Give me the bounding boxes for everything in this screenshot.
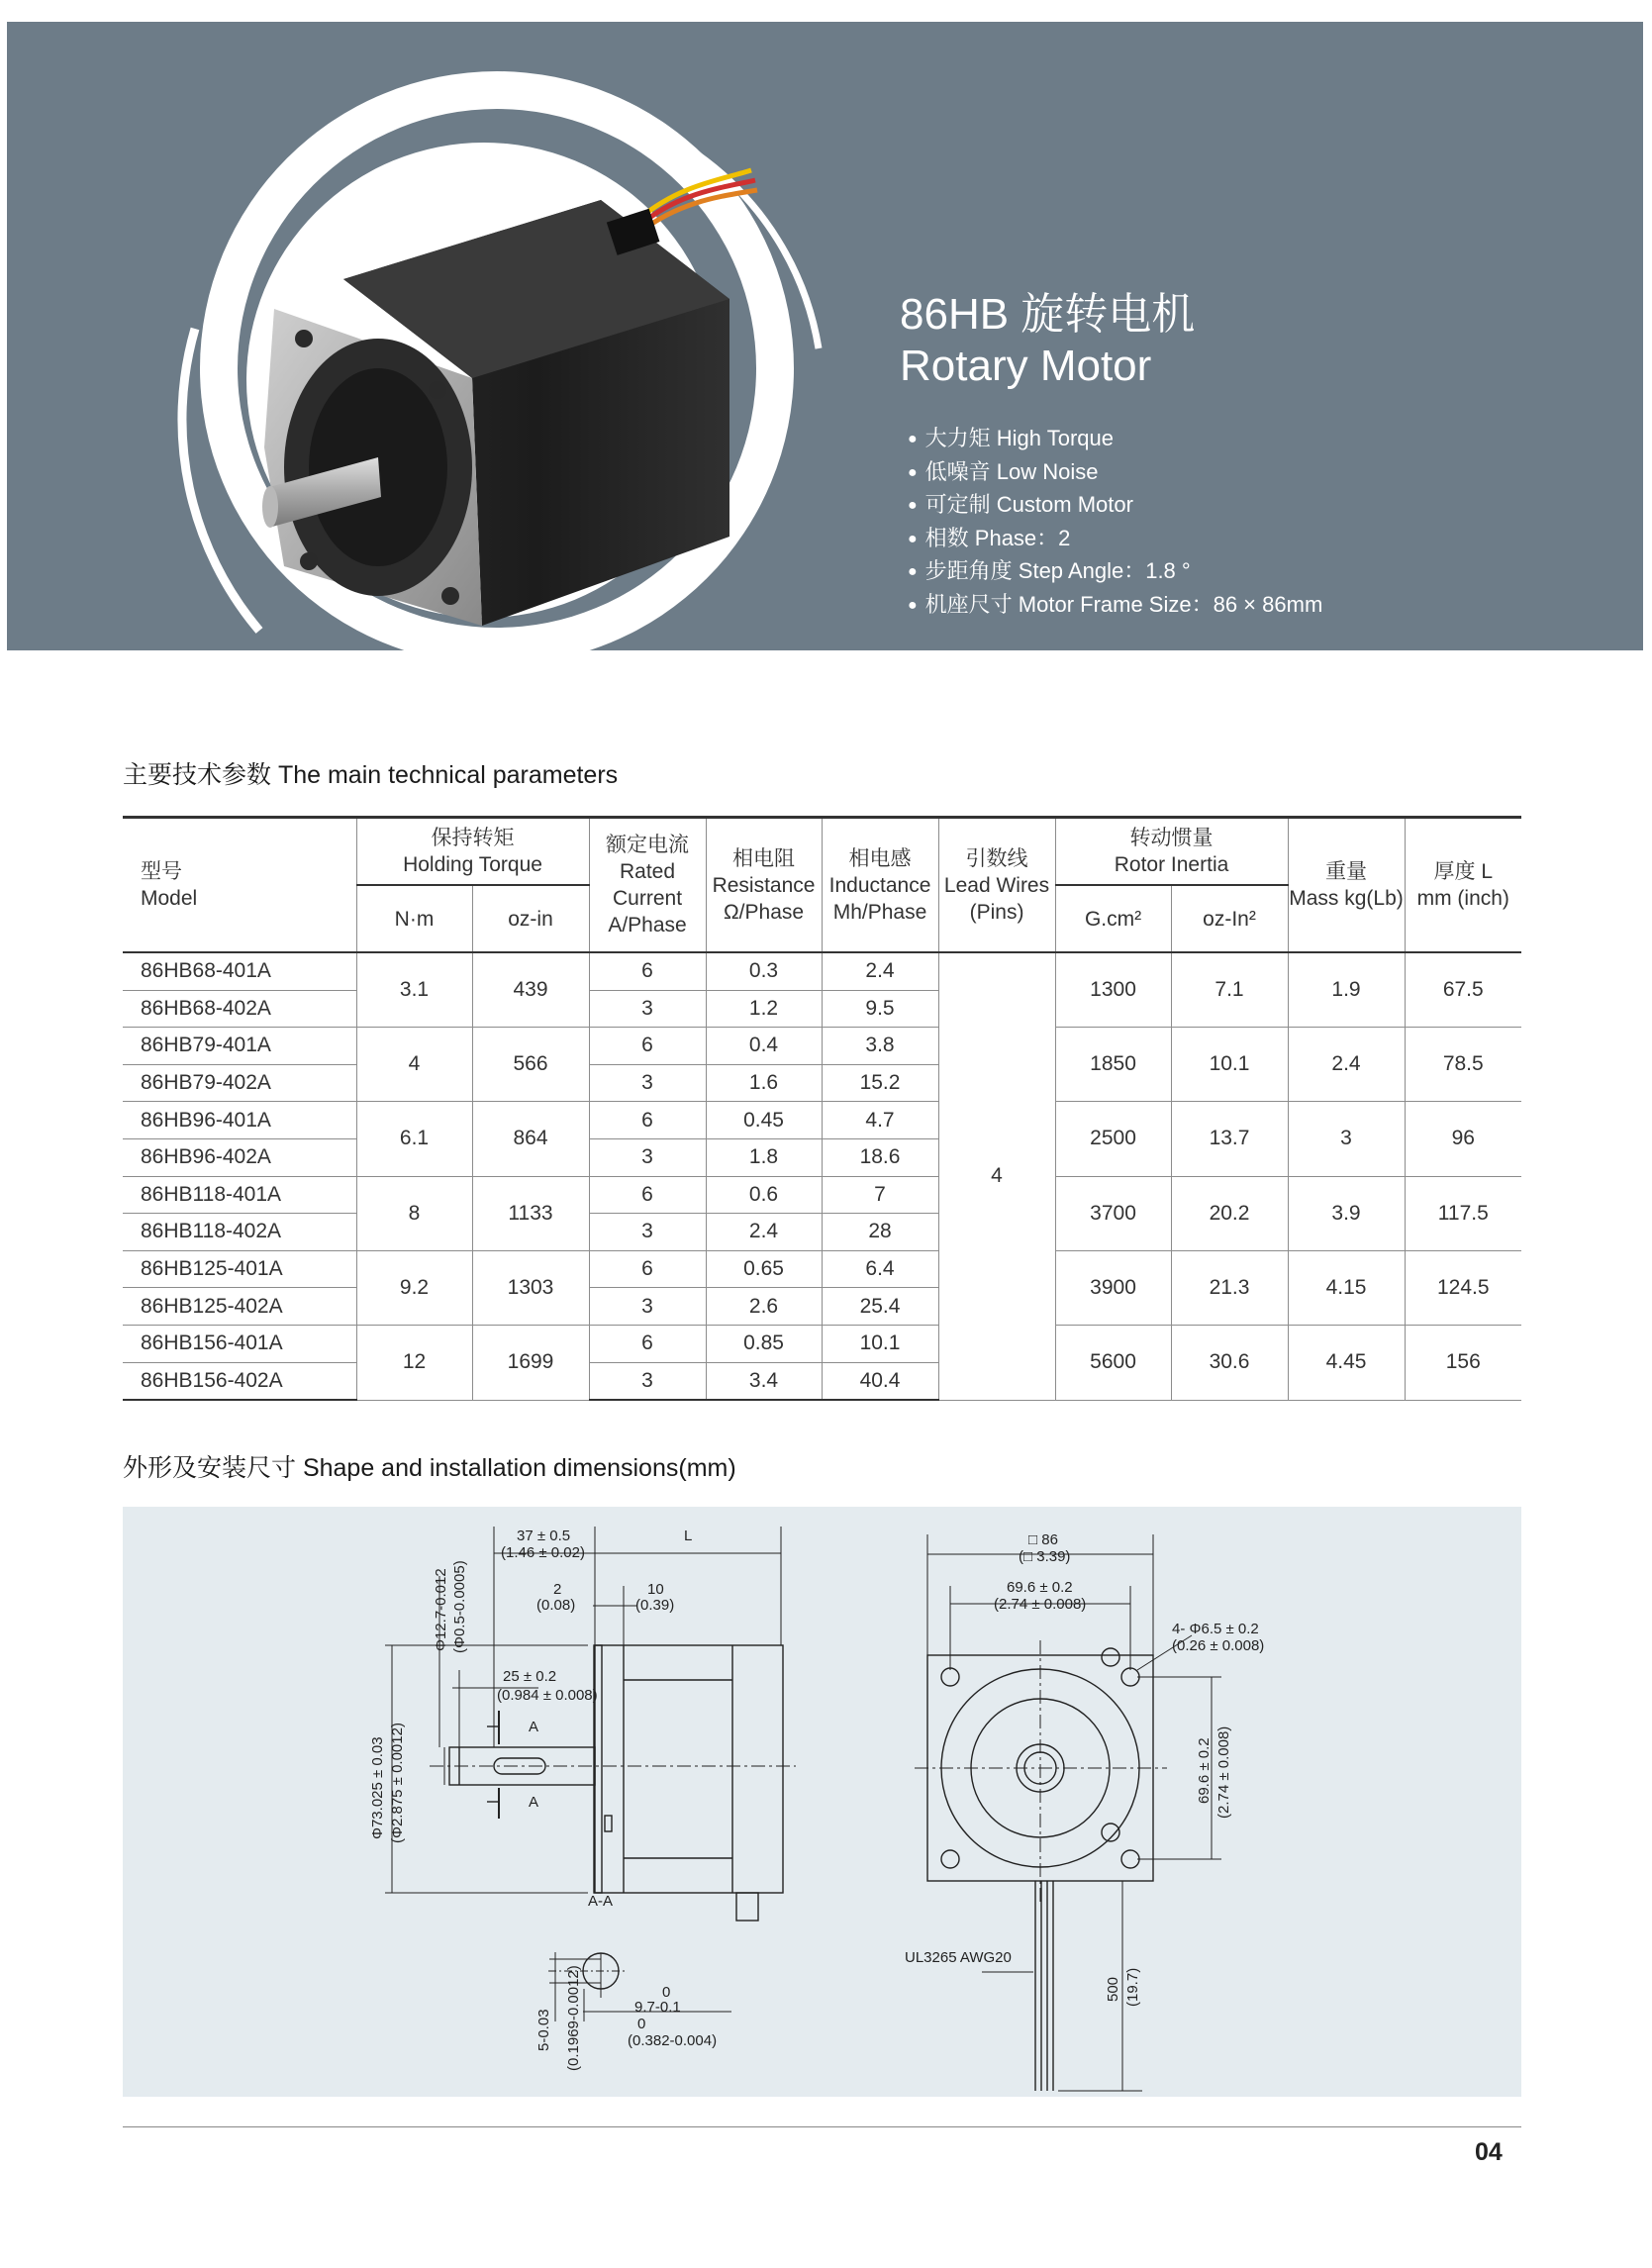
header-gcm2: G.cm² [1055,885,1171,952]
dim-label: (1.46 ± 0.02) [501,1544,585,1561]
dim-label: 0 [662,1984,671,2001]
title-en: Rotary Motor [900,342,1152,390]
table-row: 86HB79-402A 3 1.6 15.2 [123,1064,1521,1102]
table-row: 86HB125-401A 9.2 1303 6 0.65 6.4 3900 21.3 4.15 124.5 [123,1250,1521,1288]
dim-label: (0.1969-0.0012) [565,1965,582,2071]
header-rotor-inertia: 转动惯量 Rotor Inertia [1055,818,1288,886]
dim-label: 10 [647,1581,664,1598]
header-nm: N·m [356,885,472,952]
table-row: 86HB68-402A 3 1.2 9.5 [123,990,1521,1028]
dim-label: 0 [637,2016,646,2032]
dim-label: A [529,1719,539,1735]
feature-item: ● 相数 Phase：2 [908,524,1322,557]
dim-label: (0.984 ± 0.008) [497,1687,598,1704]
hero-banner [7,22,1643,650]
header-holding-torque: 保持转矩 Holding Torque [356,818,589,886]
table-row: 86HB125-402A 3 2.6 25.4 [123,1288,1521,1326]
motor-photo [7,22,1643,650]
dim-label: (2.74 ± 0.008) [1215,1726,1232,1819]
dim-label: 69.6 ± 0.2 [1007,1579,1073,1596]
spec-table [123,816,1521,1401]
dim-label: 25 ± 0.2 [503,1668,557,1685]
header-lead-wires: 引数线 Lead Wires (Pins) [938,818,1055,953]
page-number: 04 [1475,2138,1503,2166]
dim-label: (19.7) [1124,1967,1141,2007]
dim-label: L [684,1528,693,1544]
feature-item: ● 步距角度 Step Angle：1.8 ° [908,556,1322,590]
header-model: 型号 Model [123,818,356,953]
dim-label: Φ73.025 ± 0.03 [369,1736,386,1839]
header-resistance: 相电阻 Resistance Ω/Phase [706,818,822,953]
dim-label: □ 86 [1028,1531,1058,1548]
table-row: 86HB68-401A 3.1 439 6 0.3 2.4 4 1300 7.1 1.9 67.5 [123,952,1521,990]
footer-divider [123,2126,1521,2127]
table-row: 86HB156-402A 3 3.4 40.4 [123,1362,1521,1400]
dim-label: (0.39) [635,1597,675,1614]
table-row: 86HB118-402A 3 2.4 28 [123,1214,1521,1251]
table-row: 86HB96-402A 3 1.8 18.6 [123,1138,1521,1176]
dimensions-section-title: 外形及安装尺寸 Shape and installation dimensions(mm) [123,1454,736,1482]
table-row: 86HB96-401A 6.1 864 6 0.45 4.7 2500 13.7 3 96 [123,1102,1521,1139]
header-mass: 重量 Mass kg(Lb) [1288,818,1405,953]
table-row: 86HB118-401A 8 1133 6 0.6 7 3700 20.2 3.9 117.5 [123,1176,1521,1214]
table-row: 86HB79-401A 4 566 6 0.4 3.8 1850 10.1 2.4 78.5 [123,1028,1521,1065]
dim-label: 5-0.03 [535,2009,552,2051]
feature-item: ● 低噪音 Low Noise [908,457,1322,491]
dim-label: (Φ2.875 ± 0.0012) [389,1723,406,1843]
feature-item: ● 大力矩 High Torque [908,424,1322,457]
dim-label: Φ12.7-0.012 [433,1568,449,1651]
dim-label: UL3265 AWG20 [905,1949,1012,1966]
dim-label: A-A [588,1893,614,1910]
dim-label: (□ 3.39) [1019,1548,1071,1565]
table-row: 86HB156-401A 12 1699 6 0.85 10.1 5600 30.6 4.45 156 [123,1325,1521,1362]
dim-label: 37 ± 0.5 [517,1528,571,1544]
drawing-svg [123,1507,1521,2097]
dim-label: 4- Φ6.5 ± 0.2 [1172,1621,1259,1637]
dim-label: (0.26 ± 0.008) [1172,1637,1265,1654]
feature-item: ● 可定制 Custom Motor [908,490,1322,524]
dim-label: 500 [1105,1976,1121,2002]
header-rated-current: 额定电流 Rated Current A/Phase [589,818,706,953]
lead-wires-cell: 4 [938,952,1055,1400]
dim-label: (0.08) [536,1597,576,1614]
feature-list [908,424,1322,623]
dim-label: (Φ0.5-0.0005) [451,1560,468,1653]
title-cn: 86HB 旋转电机 [900,290,1196,339]
dim-label: A [529,1794,539,1811]
hero-title [900,289,1195,392]
header-ozin2: oz-In² [1171,885,1288,952]
dim-label: (0.382-0.004) [628,2032,718,2049]
header-inductance: 相电感 Inductance Mh/Phase [822,818,938,953]
dim-label: 9.7-0.1 [634,1999,681,2016]
dim-label: (2.74 ± 0.008) [994,1596,1087,1613]
feature-item: ● 机座尺寸 Motor Frame Size：86 × 86mm [908,590,1322,624]
spec-table-body [123,952,1521,1400]
dimension-drawing [123,1507,1521,2097]
header-ozin: oz-in [472,885,589,952]
dim-label: 2 [553,1581,562,1598]
header-thickness: 厚度 L mm (inch) [1405,818,1521,953]
dim-label: 69.6 ± 0.2 [1196,1737,1213,1804]
params-section-title: 主要技术参数 The main technical parameters [123,761,619,789]
